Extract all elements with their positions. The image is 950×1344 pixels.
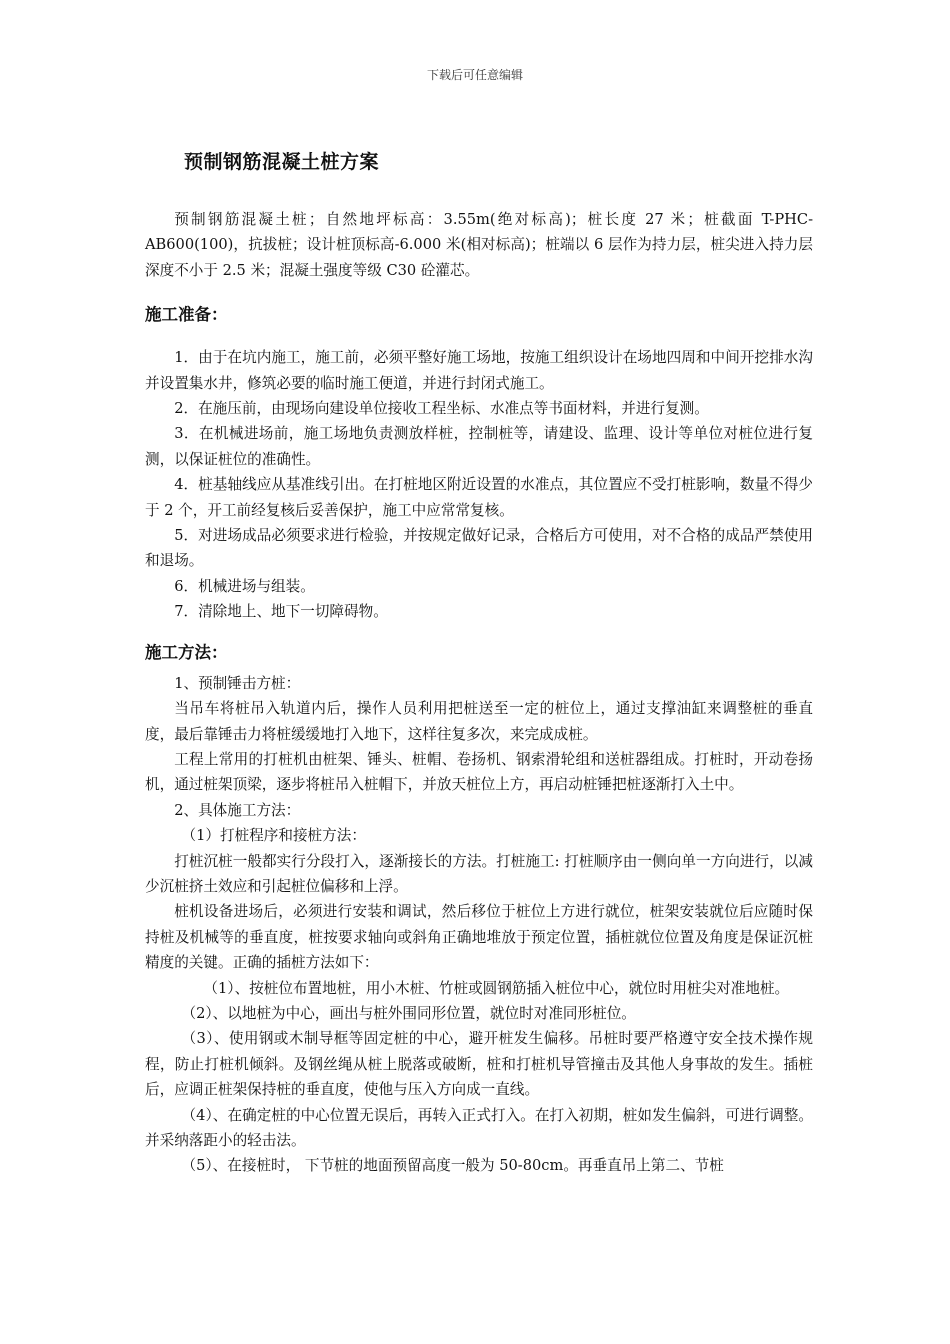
method-paragraph-1: 当吊车将桩吊入轨道内后，操作人员利用把桩送至一定的桩位上，通过支撑油缸来调整桩的垂直度，最后靠锤击力将桩缓缓地打入地下，这样往复多次，来完成成桩。 [145,700,813,743]
method-paragraph-4: 桩机设备进场后，必须进行安装和调试，然后移位于桩位上方进行就位，桩架安装就位后应随时保持桩及机械等的垂直度，桩按要求轴向或斜角正确地堆放于预定位置，插桩就位位置及角度是保证沉桩精度的关键。正确的插桩方法如下： [145,903,813,972]
method-subtitle-1: 1、预制锤击方桩： [174,674,301,692]
method-subtitle-2: 2、具体施工方法： [174,801,301,819]
method-step-3: （3）、使用钢或木制导框等固定桩的中心，避开桩发生偏移。吊桩时要严格遵守安全技术操作规程，防止打桩机倾斜。及钢丝绳从桩上脱落或破断，桩和打桩机导管撞击及其他人身事故的发生。插桩后，应调正桩架保持桩的垂直度，使他与压入方向成一直线。 [145,1030,813,1099]
preparation-item-2: 2．在施压前，由现场向建设单位接收工程坐标、水准点等书面材料，并进行复测。 [174,400,709,418]
document-title: 预制钢筋混凝土桩方案 [184,151,380,173]
preparation-item-1: 1．由于在坑内施工，施工前，必须平整好施工场地，按施工组织设计在场地四周和中间开挖排水沟并设置集水井，修筑必要的临时施工便道，并进行封闭式施工。 [145,349,813,392]
intro-paragraph: 预制钢筋混凝土桩；自然地坪标高：3.55m(绝对标高)；桩长度 27 米；桩截面 T-PHC-AB600(100)，抗拔桩；设计桩顶标高-6.000 米(相对标高)；桩端以 6 层作为持力层，桩尖进入持力层深度不小于 2.5 米；混凝土强度等级 C30 砼灌芯。 [145,211,813,279]
preparation-item-7: 7．清除地上、地下一切障碍物。 [174,603,388,621]
document-body [145,207,813,1179]
preparation-item-3: 3．在机械进场前，施工场地负责测放样桩，控制桩等，请建设、监理、设计等单位对桩位进行复测，以保证桩位的准确性。 [145,425,813,468]
method-paragraph-2: 工程上常用的打桩机由桩架、锤头、桩帽、卷扬机、钢索滑轮组和送桩器组成。打桩时，开动卷扬机，通过桩架顶梁，逐步将桩吊入桩帽下，并放天桩位上方，再启动桩锤把桩逐渐打入土中。 [145,750,813,794]
method-step-2: （2）、以地桩为中心，画出与桩外围同形位置，就位时对准同形桩位。 [181,1004,636,1022]
section-heading-preparation: 施工准备： [145,305,228,325]
preparation-item-5: 5．对进场成品必须要求进行检验，并按规定做好记录，合格后方可使用，对不合格的成品严禁使用和退场。 [145,527,813,570]
method-step-1: （1）、按桩位布置地桩，用小木桩、竹桩或圆钢筋插入桩位中心，就位时用桩尖对准地桩。 [203,979,790,997]
method-paragraph-3: 打桩沉桩一般都实行分段打入，逐渐接长的方法。打桩施工: 打桩顺序由一侧向单一方向进行，以减少沉桩挤土效应和引起桩位偏移和上浮。 [145,852,813,895]
preparation-item-6: 6．机械进场与组装。 [174,577,315,595]
method-step-5: （5）、在接桩时， 下节桩的地面预留高度一般为 50-80cm。再垂直吊上第二、节桩 [181,1157,724,1175]
page-header-note: 下载后可任意编辑 [426,68,523,82]
method-item-title-1: （1）打桩程序和接桩方法： [181,827,366,845]
method-step-4: （4）、在确定桩的中心位置无误后，再转入正式打入。在打入初期，桩如发生偏斜，可进行调整。并采纳落距小的轻击法。 [145,1106,813,1149]
preparation-item-4: 4．桩基轴线应从基准线引出。在打桩地区附近设置的水准点，其位置应不受打桩影响，数量不得少于 2 个，开工前经复核后妥善保护，施工中应常常复核。 [145,476,813,519]
section-heading-method: 施工方法： [145,642,228,662]
